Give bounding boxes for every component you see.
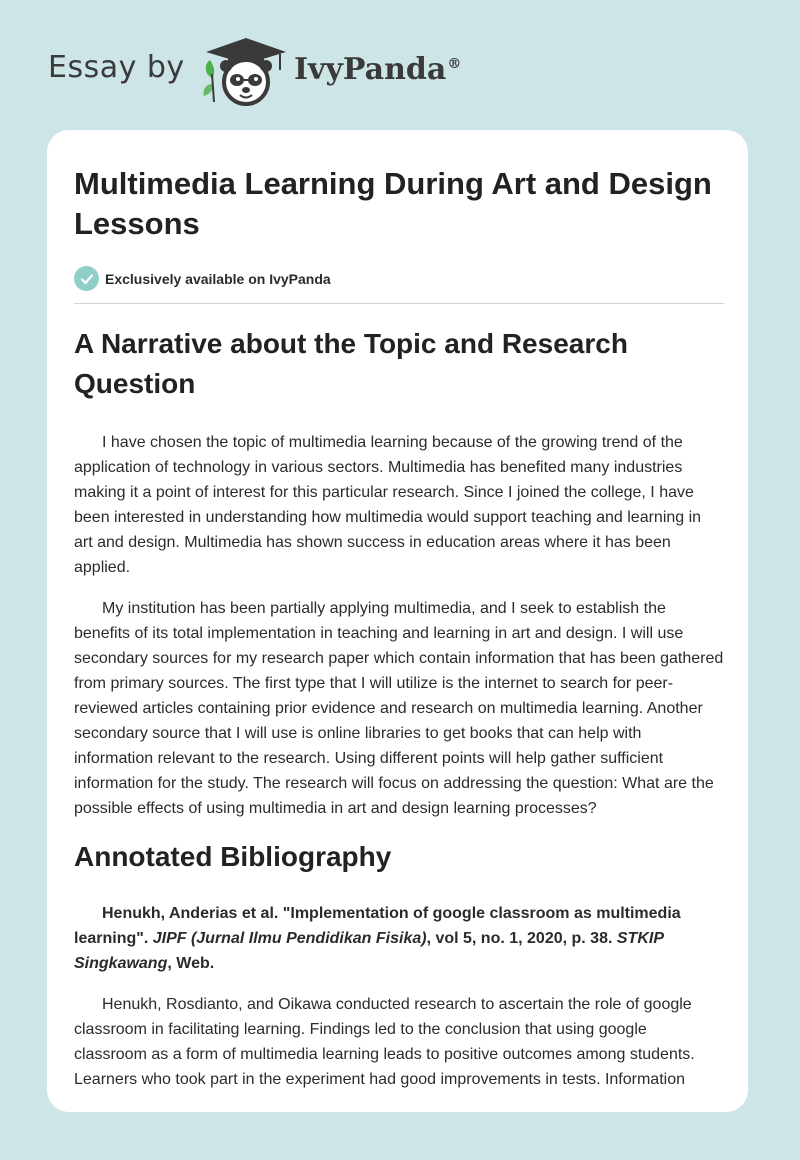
brand-name[interactable]: IvyPanda®	[294, 52, 462, 87]
section-heading-bibliography: Annotated Bibliography	[74, 841, 392, 872]
panda-logo-icon[interactable]	[200, 34, 292, 108]
citation-publisher: STKIP Singkawang	[74, 930, 664, 972]
citation-suffix: , Web.	[167, 955, 215, 972]
citation-journal: JIPF (Jurnal Ilmu Pendidikan Fisika)	[152, 930, 427, 947]
citation-authors-title: Henukh, Anderias et al. "Implementation of google classroom as multimedia learning".	[74, 905, 681, 947]
essay-card	[47, 130, 748, 1112]
site-header	[0, 0, 800, 130]
section-heading-narrative: A Narrative about the Topic and Research Question	[74, 328, 628, 399]
paragraph-3: Henukh, Rosdianto, and Oikawa conducted research to ascertain the role of google classroom in facilitating learning. Findings led to the conclusion that using google classroom as a form of multimedia learning leads to positive outcomes among students. Learners who took part in the experiment had good improvements in tests. Information	[74, 996, 695, 1088]
exclusive-badge	[74, 266, 724, 291]
exclusive-badge-label: Exclusively available on IvyPanda	[105, 270, 331, 287]
citation-entry	[74, 901, 724, 976]
essay-title: Multimedia Learning During Art and Design Lessons	[74, 166, 712, 241]
paragraph-2: My institution has been partially applying multimedia, and I seek to establish the benefits of its total implementation in teaching and learning in art and design. I will use secondary sources for my research paper which contain information that has been gathered from primary sources. The first type that I will utilize is the internet to search for peer-reviewed articles containing prior evidence and research on multimedia learning. Another secondary source that I will use is online libraries to get books that can help with information relevant to the research. Using different points will help gather sufficient information for the study. The research will focus on addressing the question: What are the possible effects of using multimedia in art and design learning processes?	[74, 600, 724, 817]
citation-details: , vol 5, no. 1, 2020, p. 38.	[426, 930, 617, 947]
registered-mark: ®	[447, 56, 462, 72]
paragraph-1: I have chosen the topic of multimedia learning because of the growing trend of the application of technology in various sectors. Multimedia has benefited many industries making it a point of interest for this particular research. Since I joined the college, I have been interested in understanding how multimedia would support teaching and learning in art and design. Multimedia has shown success in education areas where it has been applied.	[74, 434, 702, 576]
brand-prefix: Essay by	[48, 50, 185, 85]
divider	[74, 303, 724, 304]
essay-content	[74, 164, 724, 1092]
check-icon	[74, 266, 99, 291]
